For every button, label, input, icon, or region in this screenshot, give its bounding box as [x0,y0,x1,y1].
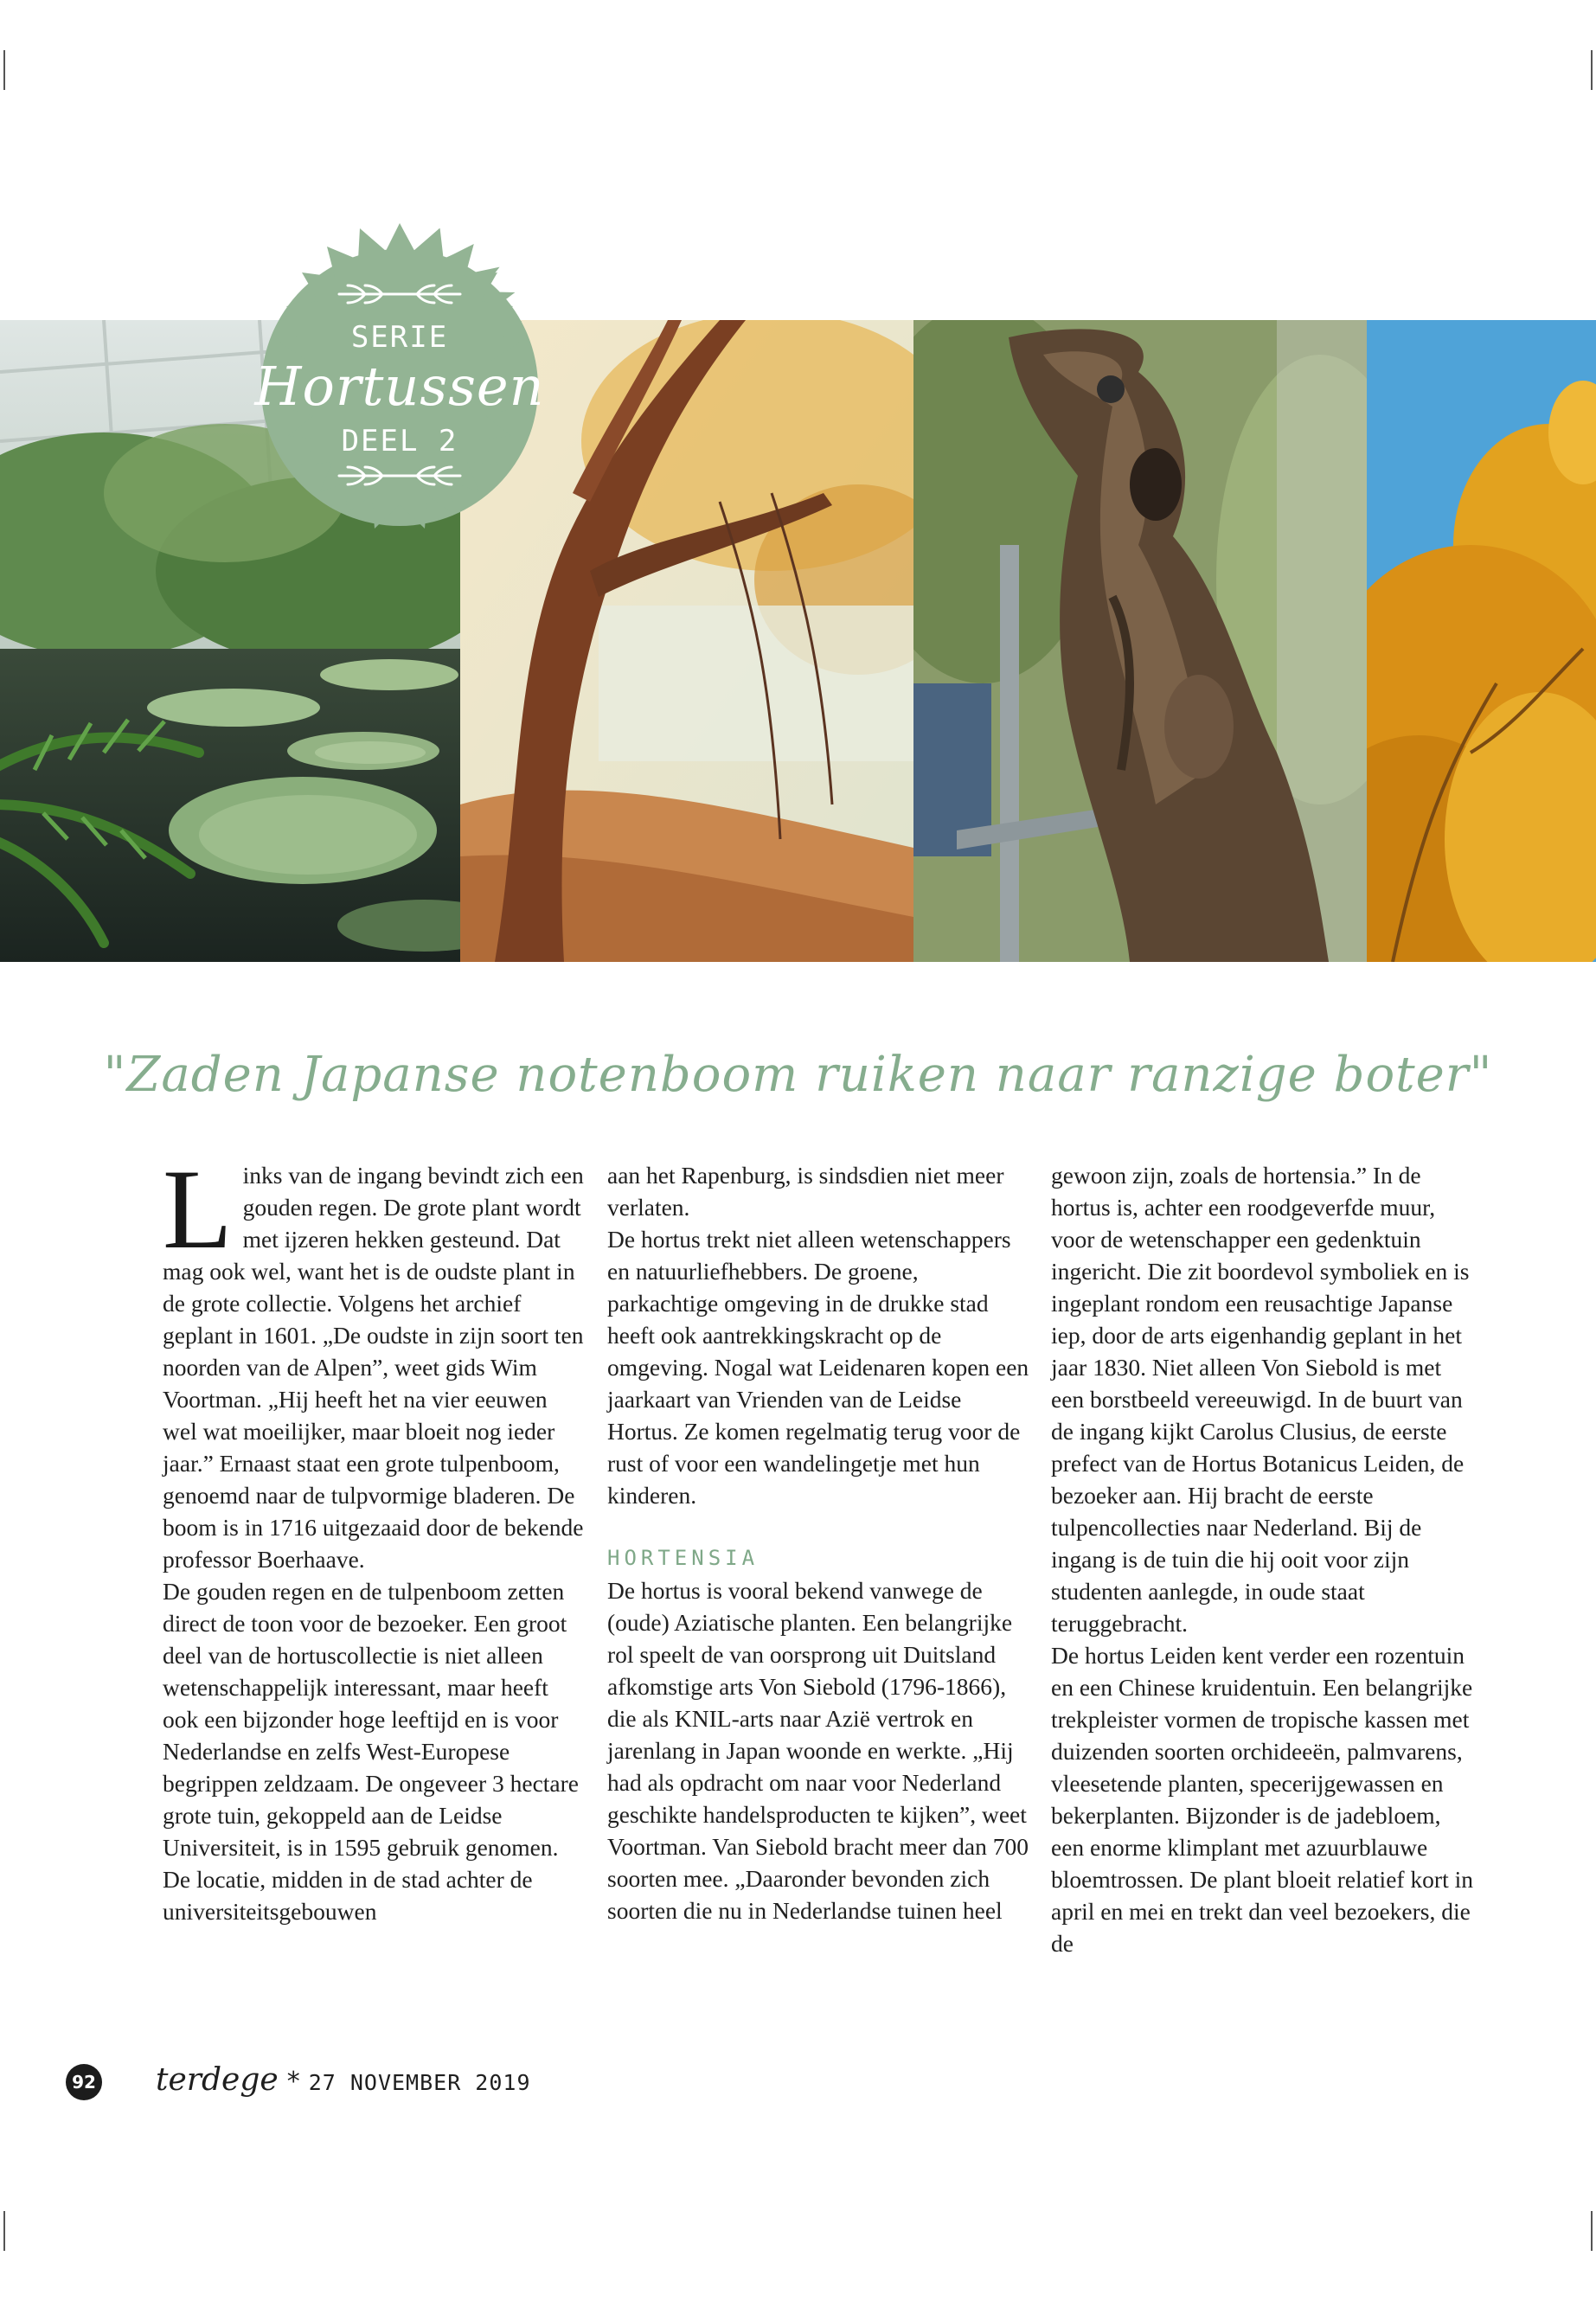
crop-mark [1591,50,1593,90]
paragraph: inks van de ingang bevindt zich een gouden regen. De grote plant wordt met ijzeren hekken gesteund. Dat mag ook wel, want het is de oudste plant in de grote collectie. Volgens het archief geplant in 1601. „De oudste in zijn soort ten noorden van de Alpen”, weet gids Wim Voortman. „Hij heeft het na vier eeuwen wel wat moeilijker, maar bloeit nog ieder jaar.” Ernaast staat een grote tulpenboom, genoemd naar de tulpvormige bladeren. De boom is in 1716 uitgezaaid door de bekende professor Boerhaave. [163,1162,584,1573]
article-column-1 [163,1145,586,1927]
paragraph: gewoon zijn, zoals de hortensia.” In de hortus is, achter een roodgeverfde muur, voor de wetenschapper een gedenktuin ingericht. Die zit boordevol symboliek en is ingeplant rondom een reusachtige Japanse iep, door de arts eigenhandig geplant in het jaar 1830. Niet alleen Von Siebold is met een borstbeeld vereeuwigd. In de buurt van de ingang kijkt Carolus Clusius, de eerste prefect van de Hortus Botanicus Leiden, de bezoeker aan. Hij bracht de eerste tulpencollecties naar Nederland. Bij de ingang is de tuin die hij ooit voor zijn studenten aanlegde, in oude staat teruggebracht. [1051,1162,1470,1637]
page-number: 92 [66,2064,102,2100]
footer-separator: * [286,2067,300,2097]
paragraph: De hortus is vooral bekend vanwege de (oude) Aziatische planten. Een belangrijke rol speelt de van oorsprong uit Duitsland afkomstige arts Von Siebold (1796-1866), die als KNIL-arts naar Azië vertrok en jarenlang in Japan woonde en werkte. „Hij had als opdracht om naar voor Nederland geschikte handelsproducten te kijken”, weet Voortman. Van Siebold bracht meer dan 700 soorten mee. „Daaronder bevonden zich soorten die nu in Nederlandse tuinen heel [607,1577,1029,1924]
photo-tree-trunk-sculpture [913,320,1367,962]
badge-serie: SERIE [350,320,449,355]
footer [156,2062,531,2098]
crop-mark [1591,2211,1593,2251]
badge-title: Hortussen [254,355,545,418]
paragraph: De gouden regen en de tulpenboom zetten direct de toon voor de bezoeker. Een groot deel van de hortuscollectie is niet alleen wetenschappelijk interessant, maar heeft ook een bijzonder hoge leeftijd en is voor Nederlandse en zelfs West-Europese begrippen zeldzaam. De ongeveer 3 hectare grote tuin, gekoppeld aan de Leidse Universiteit, is in 1595 gebruik genomen. De locatie, midden in de stad achter de universiteitsgebouwen [163,1578,579,1925]
crop-mark [3,2211,5,2251]
article-column-3 [1051,1159,1475,1959]
series-badge [235,223,564,552]
paragraph: aan het Rapenburg, is sindsdien niet meer verlaten. [607,1162,1004,1221]
magazine-brand: terdege [156,2062,279,2098]
issue-date: 27 NOVEMBER 2019 [308,2070,531,2095]
crop-mark [3,50,5,90]
badge-part: DEEL 2 [341,424,458,458]
pull-quote: "Zaden Japanse notenboom ruiken naar ranzige boter" [103,1047,1493,1103]
drop-cap: L [163,1145,233,1272]
paragraph: De hortus Leiden kent verder een rozentuin en een Chinese kruidentuin. Een belangrijke trekpleister vormen de tropische kassen met duizenden soorten orchideeën, palmvarens, vleesetende planten, specerijgewassen en bekerplanten. Bijzonder is de jadebloem, een enorme klimplant met azuurblauwe bloemtrossen. De plant bloeit relatief kort in april en mei en trekt dan veel bezoekers, die de [1051,1642,1473,1957]
article-column-2 [607,1159,1031,1926]
section-subheading: HORTENSIA [607,1546,760,1570]
photo-yellow-autumn-foliage [1367,320,1596,962]
paragraph: De hortus trekt niet alleen wetenschappers en natuurliefhebbers. De groene, parkachtige omgeving in de drukke stad heeft ook aantrekkingskracht op de omgeving. Nogal wat Leidenaren kopen een jaarkaart van Vrienden van de Leidse Hortus. Ze komen regelmatig terug voor de rust of voor een wandelingetje met hun kinderen. [607,1226,1029,1509]
